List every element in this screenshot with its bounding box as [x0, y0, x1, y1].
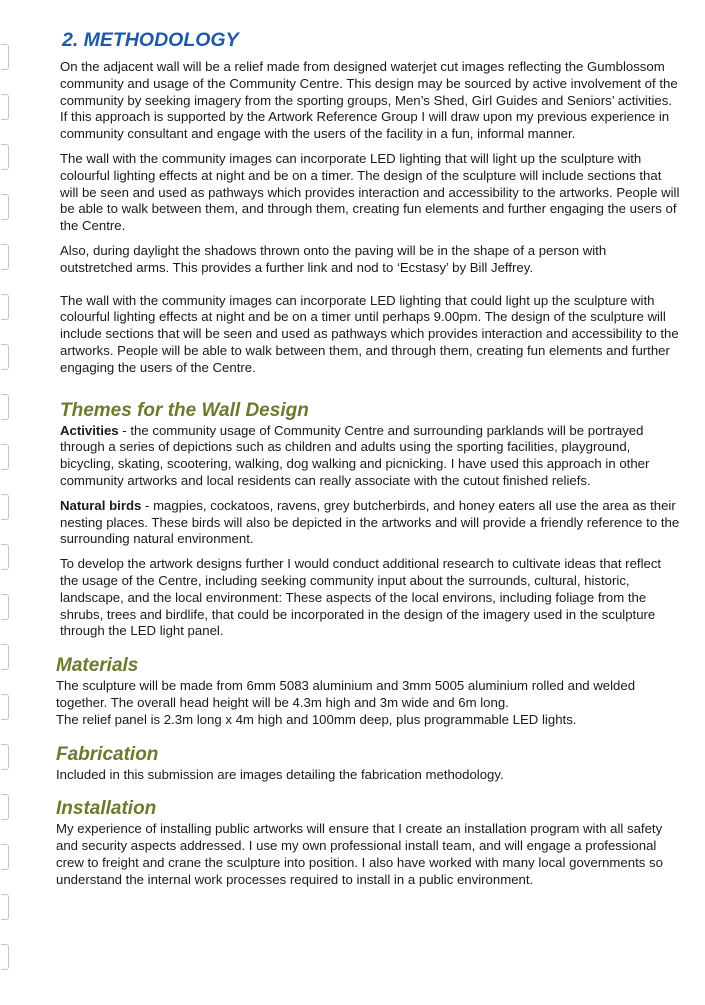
birds-text: - magpies, cockatoos, ravens, grey butcherbirds, and honey eaters all use the area as their nesting places. These birds will also be depicted in the artworks and will provide a friendly reference to the surrounding natural environment. [60, 497, 680, 547]
intro-paragraph-1: On the adjacent wall will be a relief made from designed waterjet cut images reflecting the Gumblossom community and usage of the Community Centre. This design may be sourced by active involvement of the community by seeking imagery from the sporting groups, Men’s Shed, Girl Guides and Seniors’ activities. If this approach is supported by the Artwork Reference Group I will draw upon my previous experience in community consultant and engage with the users of the facility in a fun, informal manner. [60, 59, 678, 142]
binder-ring [1, 94, 9, 120]
installation-text: My experience of installing public artworks will ensure that I create an installation program with all safety and security aspects addressed. I use my own professional install team, and will engage a professional crew to freight and crane the sculpture into position. I also have worked with many local governments so understand the internal work processes required to install in a public environment. [56, 821, 663, 887]
binder-ring [1, 444, 9, 470]
binder-edge [0, 0, 14, 1005]
materials-section [56, 654, 682, 728]
binder-ring [1, 344, 9, 370]
page-title: 2. METHODOLOGY [62, 29, 239, 51]
document-body [56, 24, 682, 888]
binder-ring [1, 844, 9, 870]
binder-ring [1, 794, 9, 820]
activities-term: Activities [60, 422, 119, 438]
intro-paragraph-3: Also, during daylight the shadows thrown onto the paving will be in the shape of a person with outstretched arms. This provides a further link and nod to ‘Ecstasy’ by Bill Jeffrey. [60, 242, 607, 275]
binder-ring [1, 194, 9, 220]
binder-ring [1, 744, 9, 770]
binder-ring [1, 544, 9, 570]
binder-ring [1, 144, 9, 170]
birds-term: Natural birds [60, 497, 142, 513]
materials-heading: Materials [56, 655, 139, 677]
intro-paragraph-4: The wall with the community images can incorporate LED lighting that could light up the sculpture with colourful lighting effects at night and be on a timer until perhaps 9.00pm. The design of the sculpture will include sections that will be seen and used as pathways which provides interaction and accessibility to the artworks. People will be able to walk between them, and through them, creating fun elements and further engaging the users of the Centre. [60, 292, 679, 375]
binder-ring [1, 44, 9, 70]
installation-section [56, 797, 682, 888]
materials-line-2: The relief panel is 2.3m long x 4m high and 100mm deep, plus programmable LED lights. [56, 711, 577, 727]
installation-heading: Installation [56, 798, 157, 820]
binder-ring [1, 694, 9, 720]
intro-section [56, 59, 682, 377]
binder-ring [1, 494, 9, 520]
fabrication-heading: Fabrication [56, 743, 159, 765]
activities-paragraph [60, 423, 682, 490]
binder-ring [1, 944, 9, 970]
research-paragraph: To develop the artwork designs further I would conduct additional research to cultivate ideas that reflect the usage of the Centre, including seeking community input about the surrounds, cultural, historic, landscape, and the local environment: These aspects of the local environs, including foliage from the shrubs, trees and birdlife, that could be incorporated in the design of the imagery used in the sculpture through the LED light panel. [60, 556, 662, 639]
themes-section [56, 399, 682, 641]
fabrication-section [56, 743, 682, 784]
activities-text: - the community usage of Community Centre and surrounding parklands will be portrayed through a series of depictions such as children and adults using the sporting facilities, playground, bicycling, skating, scootering, walking, dog walking and picnicking. I have used this approach in other community artworks and local residents can really associate with the cutout finished reliefs. [60, 422, 650, 488]
binder-ring [1, 894, 9, 920]
intro-paragraph-2: The wall with the community images can incorporate LED lighting that will light up the sculpture with colourful lighting effects at night and be on a timer. The design of the sculpture will include sections that will be seen and used as pathways which provides interaction and accessibility to the artworks. People will be able to walk between them, and through them, creating fun elements and further engaging the users of the Centre. [60, 150, 680, 234]
materials-line-1: The sculpture will be made from 6mm 5083 aluminium and 3mm 5005 aluminium rolled and welded together. The overall head height will be 4.3m high and 3m wide and 6m long. [56, 678, 636, 710]
birds-paragraph [60, 498, 682, 548]
themes-heading: Themes for the Wall Design [60, 399, 309, 421]
binder-ring [1, 294, 9, 320]
binder-ring [1, 244, 9, 270]
binder-ring [1, 644, 9, 670]
binder-ring [1, 594, 9, 620]
fabrication-text: Included in this submission are images detailing the fabrication methodology. [56, 766, 504, 782]
binder-ring [1, 394, 9, 420]
